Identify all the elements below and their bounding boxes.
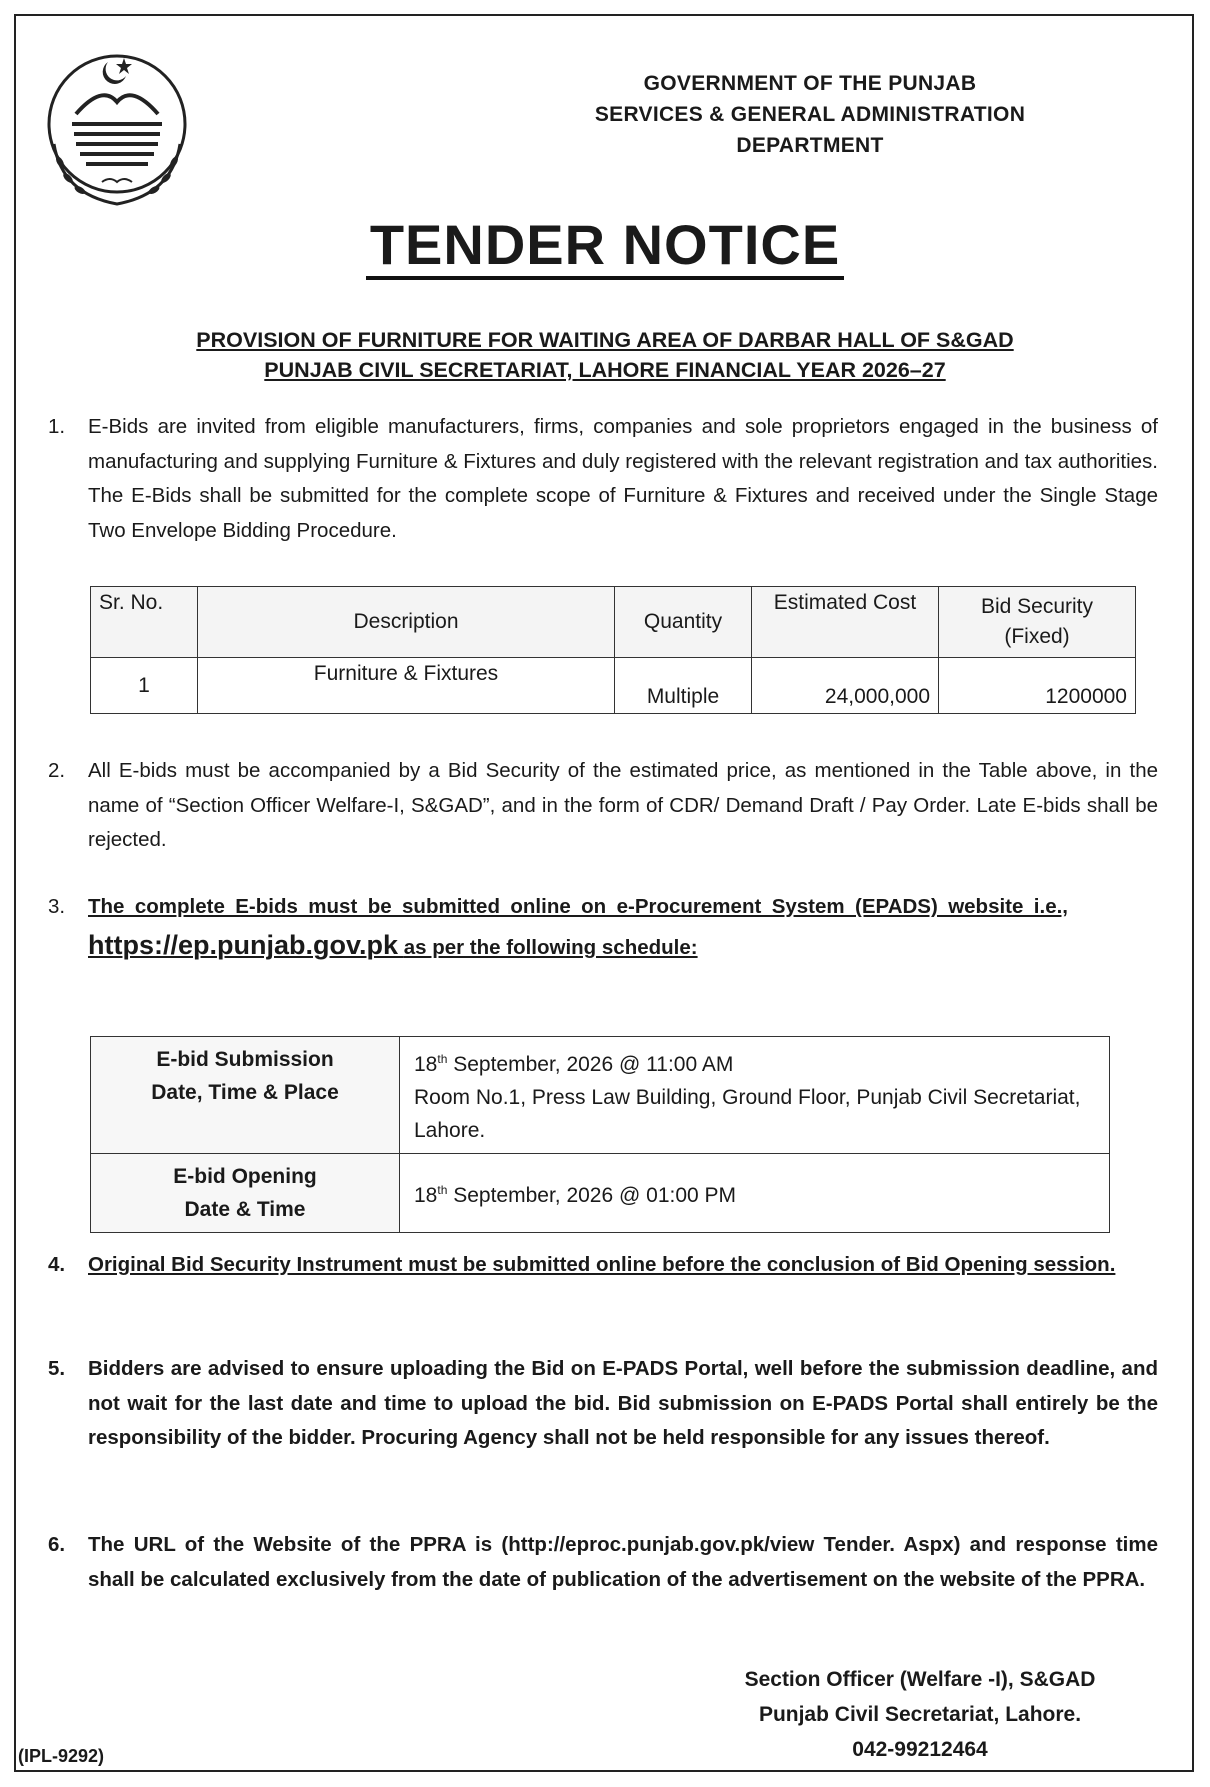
submission-date (414, 1043, 1095, 1081)
tender-items-table (90, 586, 1136, 714)
opening-day: 18 (414, 1184, 438, 1207)
epads-url-link[interactable]: https://ep.punjab.gov.pk (88, 930, 398, 960)
opening-label-line2: Date & Time (184, 1198, 306, 1221)
tender-subtitle (60, 325, 1150, 385)
submission-day: 18 (414, 1053, 438, 1076)
cell-bid-security: 1200000 (939, 658, 1136, 714)
clause-5 (48, 1352, 1158, 1456)
clause-2 (48, 754, 1158, 858)
submission-place: Room No.1, Press Law Building, Ground Floor, Punjab Civil Secretariat, Lahore. (414, 1086, 1081, 1142)
clause-number: 3. (48, 895, 66, 918)
table-row (91, 1154, 1110, 1233)
clause-3-part1: The complete E-bids must be submitted online on e-Procurement System (EPADS) website i.e., (88, 895, 1068, 918)
clause-3 (48, 888, 1068, 967)
government-of-punjab-seal-icon (42, 44, 192, 214)
clause-6 (48, 1528, 1158, 1597)
opening-date-text: September, 2026 @ 01:00 PM (447, 1184, 737, 1207)
header-line-3: DEPARTMENT (736, 134, 884, 157)
subtitle-line-2: PUNJAB CIVIL SECRETARIAT, LAHORE FINANCIAL YEAR 2026–27 (264, 358, 946, 382)
opening-day-suffix: th (437, 1183, 448, 1197)
header-line-1: GOVERNMENT OF THE PUNJAB (643, 72, 977, 95)
clause-text: Bidders are advised to ensure uploading the Bid on E-PADS Portal, well before the submission deadline, and not wait for the last date and time to upload the bid. Bid submission on E-PADS Portal shall entirely be the responsibility of the bidder. Procuring Agency shall not be held responsible for any issues thereof. (88, 1357, 1158, 1449)
signature-line-2: Punjab Civil Secretariat, Lahore. (758, 1703, 1082, 1726)
clause-number: 5. (48, 1357, 66, 1380)
clause-text: The URL of the Website of the PPRA is (http://eproc.punjab.gov.pk/view Tender. Aspx) and response time shall be calculated exclusively from the date of publication of the advertisement on the website of the PPRA. (88, 1533, 1158, 1591)
table-row (91, 658, 1136, 714)
clause-text (88, 888, 1068, 967)
header-bid-security (939, 587, 1136, 658)
cell-quantity: Multiple (615, 658, 752, 714)
page-title-text: TENDER NOTICE (366, 213, 844, 280)
submission-day-suffix: th (437, 1052, 448, 1066)
submission-date-text: September, 2026 @ 11:00 AM (447, 1053, 734, 1076)
header-estimated-cost: Estimated Cost (752, 587, 939, 658)
header-bid-security-line1: Bid Security (980, 595, 1094, 618)
opening-date (414, 1174, 1095, 1212)
submission-label (91, 1037, 400, 1154)
clause-3-part2: as per the following schedule: (403, 936, 698, 959)
submission-label-line2: Date, Time & Place (151, 1081, 339, 1104)
header-sr-no: Sr. No. (91, 587, 198, 658)
header-quantity: Quantity (615, 587, 752, 658)
opening-details (400, 1154, 1110, 1233)
table-row (91, 1037, 1110, 1154)
header-bid-security-line2: (Fixed) (1004, 625, 1070, 648)
ipl-reference: (IPL-9292) (18, 1746, 105, 1766)
clause-text: E-Bids are invited from eligible manufacturers, firms, companies and sole proprietors engaged in the business of manufacturing and supplying Furniture & Fixtures and duly registered with the relevant registration and tax authorities. The E-Bids shall be submitted for the complete scope of Furniture & Fixtures and received under the Single Stage Two Envelope Bidding Procedure. (88, 415, 1158, 542)
cell-description: Furniture & Fixtures (198, 658, 615, 714)
cell-sr-no: 1 (91, 658, 198, 714)
clause-1 (48, 410, 1158, 548)
signature-line-1: Section Officer (Welfare -I), S&GAD (744, 1668, 1096, 1691)
cell-estimated-cost: 24,000,000 (752, 658, 939, 714)
department-header (520, 68, 1100, 161)
submission-details (400, 1037, 1110, 1154)
signature-phone: 042-99212464 (852, 1738, 988, 1761)
header-description: Description (198, 587, 615, 658)
clause-number: 4. (48, 1253, 66, 1276)
clause-text: All E-bids must be accompanied by a Bid Security of the estimated price, as mentioned in the Table above, in the name of “Section Officer Welfare-I, S&GAD”, and in the form of CDR/ Demand Draft / Pay Order. Late E-bids shall be rejected. (88, 759, 1158, 851)
opening-label (91, 1154, 400, 1233)
clause-text: Original Bid Security Instrument must be submitted online before the conclusion of Bid Opening session. (88, 1253, 1116, 1276)
schedule-table (90, 1036, 1110, 1233)
clause-number: 1. (48, 415, 66, 438)
header-line-2: SERVICES & GENERAL ADMINISTRATION (594, 103, 1026, 126)
table-header-row (91, 587, 1136, 658)
opening-label-line1: E-bid Opening (173, 1165, 317, 1188)
subtitle-line-1: PROVISION OF FURNITURE FOR WAITING AREA OF DARBAR HALL OF S&GAD (196, 328, 1014, 352)
signature-block (690, 1662, 1150, 1767)
page-title (0, 212, 1210, 277)
clause-number: 2. (48, 759, 66, 782)
submission-label-line1: E-bid Submission (156, 1048, 334, 1071)
clause-4 (48, 1248, 1158, 1283)
clause-number: 6. (48, 1533, 66, 1556)
